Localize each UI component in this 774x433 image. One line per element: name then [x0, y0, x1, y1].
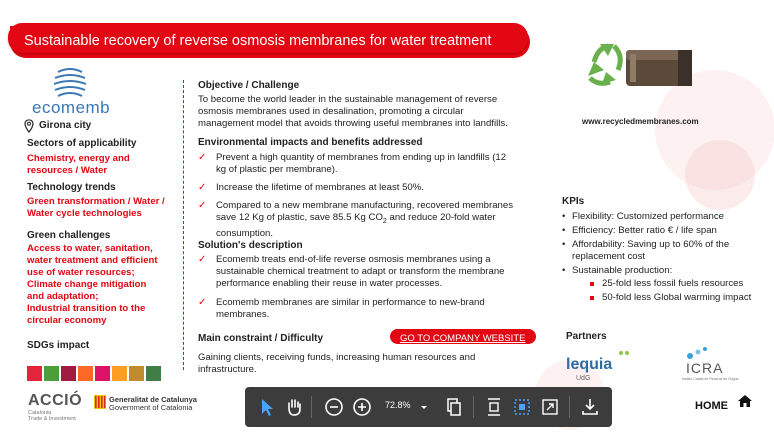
company-website-button[interactable]: GO TO COMPANY WEBSITE	[390, 329, 536, 344]
kpi-text: • Affordability: Saving up to 60% of the	[572, 239, 730, 250]
objective-heading: Objective / Challenge	[198, 80, 300, 91]
bullet-square-icon	[590, 282, 594, 286]
kpis-heading: KPIs	[562, 196, 585, 207]
kpi-text: • Flexibility: Customized performance	[572, 211, 724, 222]
objective-line-2: osmosis membranes used in desalination, promoting a circular	[198, 106, 464, 117]
impact-item	[198, 200, 523, 240]
bullet-square-icon	[590, 296, 594, 300]
impact-item	[198, 182, 523, 194]
page-title: Sustainable recovery of reverse osmosis membranes for water treatment	[24, 33, 492, 49]
accio-sub-line: Trade & Investment	[28, 416, 76, 422]
challenges-label: Green challenges	[27, 230, 111, 241]
separator	[569, 396, 570, 418]
challenges-value-2: water treatment and efficient	[27, 255, 158, 266]
trends-value-1: Green transformation / Water /	[27, 196, 165, 207]
chevron-down-icon[interactable]	[417, 396, 431, 418]
viewer-toolbar	[245, 387, 612, 427]
impact-text: Compared to a new membrane manufacturing, recovered membranes	[216, 200, 514, 211]
sdg-icon	[95, 366, 110, 381]
check-icon: ✓	[198, 297, 207, 308]
constraint-line-2: infrastructure.	[198, 364, 257, 375]
solution-text: sustainable chemical treatment to adapt or transform the membrane	[216, 266, 505, 277]
sectors-label: Sectors of applicability	[27, 138, 137, 149]
challenges-value-4: Climate change mitigation	[27, 279, 147, 290]
sdg-icon	[112, 366, 127, 381]
challenges-value-6: Industrial transition to the	[27, 303, 146, 314]
kpi-item	[562, 265, 672, 277]
impacts-heading: Environmental impacts and benefits addressed	[198, 137, 423, 148]
challenges-value-1: Access to water, sanitation,	[27, 243, 153, 254]
kpi-sub-item	[590, 278, 743, 290]
zoom-out-icon[interactable]	[323, 396, 345, 418]
separator	[473, 396, 474, 418]
hand-tool-icon[interactable]	[283, 396, 305, 418]
company-logo-text: ecomemb	[32, 98, 111, 117]
solution-text: Ecomemb treats end-of-life reverse osmosis membranes using a	[216, 254, 491, 265]
impact-text: Prevent a high quantity of membranes from ending up in landfills (12	[216, 152, 507, 163]
sectors-value-1: Chemistry, energy and	[27, 153, 130, 164]
check-icon: ✓	[198, 182, 207, 193]
impact-text-part: save 12 Kg of plastic, save 85.5 Kg CO	[216, 212, 383, 223]
catalonia-flag-icon	[94, 395, 106, 409]
partner-icra-name: ICRA	[686, 360, 724, 376]
solution-heading: Solution's description	[198, 240, 303, 251]
map-pin-icon	[24, 119, 34, 133]
gencat-line-2: Government of Catalonia	[109, 403, 193, 412]
home-link[interactable]	[695, 396, 728, 414]
impact-text-part: and reduce 20-fold water	[386, 212, 496, 223]
trends-value-2: Water cycle technologies	[27, 208, 142, 219]
separator	[311, 396, 312, 418]
product-image	[578, 36, 698, 116]
partner-icra-logo	[672, 344, 739, 384]
kpi-sub-item	[590, 292, 751, 304]
partners-heading: Partners	[566, 331, 607, 342]
accio-logo	[28, 392, 82, 422]
company-logo	[30, 68, 110, 118]
objective-line-1: To become the world leader in the sustainable management of reverse	[198, 94, 498, 105]
select-cursor-icon[interactable]	[255, 396, 277, 418]
sdg-icon	[129, 366, 144, 381]
sdg-icon	[44, 366, 59, 381]
copy-pages-icon[interactable]	[443, 396, 465, 418]
solution-item	[198, 297, 523, 321]
sdg-icon	[27, 366, 42, 381]
partner-lequia-name: lequia	[566, 356, 613, 373]
accio-sub-line: Catalonia	[28, 410, 52, 416]
kpi-item	[562, 211, 724, 223]
column-divider	[183, 80, 184, 370]
kpi-item	[562, 239, 729, 263]
check-icon: ✓	[198, 254, 207, 265]
home-label[interactable]: HOME	[695, 400, 728, 412]
co2-subscript: 2	[382, 217, 387, 225]
fit-page-icon[interactable]	[511, 396, 533, 418]
kpi-item	[562, 225, 717, 237]
solution-text: Ecomemb membranes are similar in performance to new-brand	[216, 297, 485, 308]
kpi-sub-text: 50-fold less Global warming impact	[602, 292, 752, 303]
lequia-dots-icon	[618, 350, 630, 360]
zoom-level[interactable]: 72.8%	[385, 400, 411, 410]
impact-text	[216, 212, 523, 228]
zoom-in-icon[interactable]	[351, 396, 373, 418]
partner-lequia-sub: UdG	[576, 375, 591, 382]
gencat-line-1: Generalitat de Catalunya	[109, 395, 197, 404]
sdg-icon	[146, 366, 161, 381]
impact-text: kg of plastic per membrane).	[216, 164, 338, 175]
trends-label: Technology trends	[27, 182, 116, 193]
company-url: www.recycledmembranes.com	[582, 117, 699, 126]
accio-sub	[28, 410, 82, 422]
partner-lequia-logo	[566, 350, 636, 384]
challenges-value-5: and adaptation;	[27, 291, 99, 302]
fullscreen-icon[interactable]	[539, 396, 561, 418]
sdg-icon	[78, 366, 93, 381]
challenges-value-7: circular economy	[27, 315, 107, 326]
decor-circle	[685, 140, 755, 210]
kpi-text: • Sustainable production:	[572, 265, 673, 276]
impact-text: consumption.	[216, 227, 274, 239]
city-label: Girona city	[39, 120, 92, 131]
impact-text: Increase the lifetime of membranes at least 50%.	[216, 182, 424, 193]
check-icon: ✓	[198, 200, 207, 211]
solution-item	[198, 254, 523, 290]
fit-height-icon[interactable]	[483, 396, 505, 418]
constraint-heading: Main constraint / Difficulty	[198, 333, 324, 344]
solution-text: performance enabling their reuse in water processes.	[216, 278, 443, 289]
home-icon[interactable]	[737, 394, 753, 408]
accio-name: ACCIÓ	[28, 392, 83, 409]
kpi-text: • Efficiency: Better ratio € / life span	[572, 225, 717, 236]
objective-line-3: management model that avoids throwing useful membranes into landfills.	[198, 118, 508, 129]
sdg-icon	[61, 366, 76, 381]
sdgs-label: SDGs impact	[27, 340, 90, 351]
solution-text: membranes.	[216, 309, 270, 320]
constraint-line-1: Gaining clients, receiving funds, increasing human resources and	[198, 352, 476, 363]
recycle-membrane-icon	[578, 36, 698, 116]
kpi-text: replacement cost	[572, 251, 646, 262]
sectors-value-2: resources / Water	[27, 165, 108, 176]
check-icon: ✓	[198, 152, 207, 163]
kpi-sub-text: 25-fold less fossil fuels resources	[602, 278, 744, 289]
impact-item	[198, 152, 523, 176]
download-icon[interactable]	[579, 396, 601, 418]
challenges-value-3: use of water resources;	[27, 267, 135, 278]
partner-icra-sub: Institut Català de Recerca de l'Aigua	[682, 377, 739, 381]
